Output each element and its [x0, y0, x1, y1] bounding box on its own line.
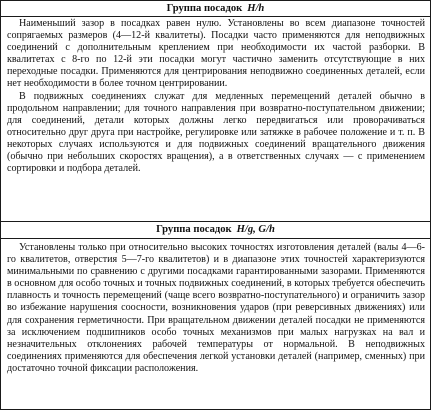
section-heading: [1, 222, 430, 239]
section-body: [1, 17, 430, 221]
paragraph: Наименьший зазор в посадках равен нулю. Установлены во всем диапазоне точностей сопрягаемых размеров (4—12-й квалитеты). Посадки часто применяются для неподвижных соединений с дополнительным креплением при необходимости их частой разборки. В квалитетах с 8-го по 12-й эти посадки могут частично заменить отсутствующие в них переходные посадки. Применяются для центрирования неподвижно соединенных деталей, если нет необходимости в более точном центрировании.: [7, 18, 425, 90]
heading-label: Группа посадок: [166, 3, 243, 14]
paragraph: Установлены только при относительно высоких точностях изготовления деталей (валы 4—6-го квалитетов, отверстия 5—7-го квалитетов) и в диапазоне этих точностей характеризуются минимальными по сравнению с другими посадками гарантированными зазорами. Применяются в основном для особо точных и точных подвижных соединений, в которых требуется обеспечить плавность и точность перемещений (чаще всего возвратно-поступательного) и ограничить зазор во избежание нарушения соосности, возникновения ударов (при реверсивных движениях) или для сохранения герметичности. При вращательном движении деталей посадки не применяются за исключением подшипников особо точных механизмов при малых нагрузках на вал и незначительных отклонениях рабочей температуры от нормальной. В неподвижных соединениях применяются для обеспечения легкой установки деталей (например, сменных) при достаточно точной фиксации расположения.: [7, 242, 425, 374]
heading-symbol: H/h: [247, 3, 265, 14]
section-heading: [1, 1, 430, 17]
paragraph: В подвижных соединениях служат для медленных перемещений деталей обычно в продольном направлении; для точного направления при возвратно-поступательном движении; для соединений, детали которых должны легко передвигаться или проворачиваться относительно друг друга при настройке, регулировке или затяжке в рабочее положение и т. п. В некоторых случаях используются и для подвижных соединений вращательного движения (обычно при небольших скоростях вращения), а в ответственных случаях — с применением сортировки и подбора деталей.: [7, 90, 425, 175]
heading-symbol: H/g, G/h: [236, 224, 275, 235]
fit-group-section: [1, 1, 430, 221]
section-body: [1, 239, 430, 375]
fit-group-section: [1, 221, 430, 375]
heading-label: Группа посадок: [156, 224, 232, 235]
